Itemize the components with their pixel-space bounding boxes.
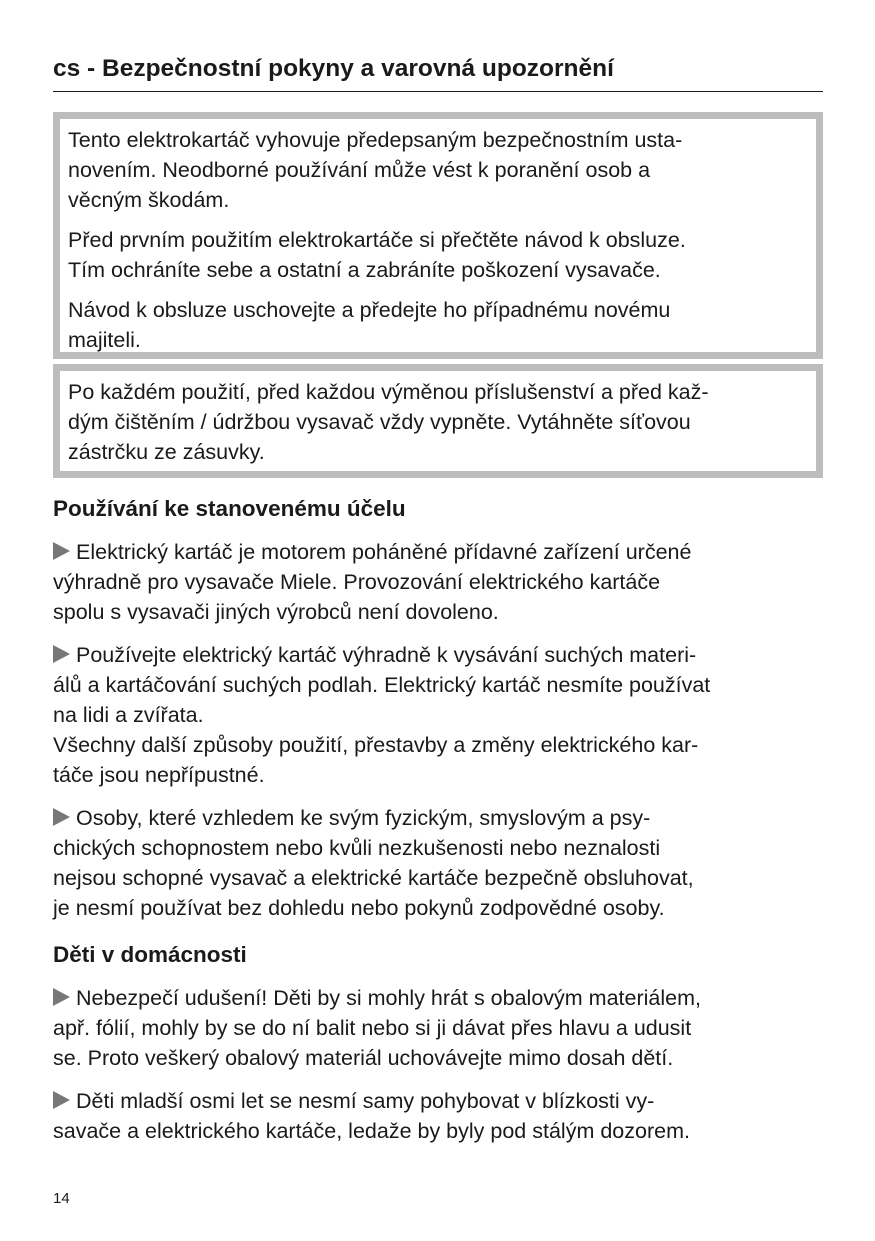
page-title: cs - Bezpečnostní pokyny a varovná upozornění xyxy=(53,52,823,92)
section-heading-children: Děti v domácnosti xyxy=(53,942,247,967)
warning-paragraph: Před prvním použitím elektrokartáče si přečtěte návod k obsluze. Tím ochráníte sebe a ostatní a zabráníte poškození vysavače. xyxy=(68,228,686,282)
page-number: 14 xyxy=(53,1190,70,1207)
warning-box-2 xyxy=(53,364,823,478)
bullet-text: Používejte elektrický kartáč výhradně k vysávání suchých materi- álů a kartáčování suchých podlah. Elektrický kartáč nesmíte používat na lidi a zvířata. Všechny další způsoby použití, přestavby a změny elektrického kar- táče jsou nepřípustné. xyxy=(53,643,711,787)
warning-paragraph: Návod k obsluze uschovejte a předejte ho případnému novému majiteli. xyxy=(68,298,671,352)
section-heading-intended-use: Používání ke stanovenému účelu xyxy=(53,496,406,521)
bullet-item xyxy=(53,983,828,1073)
bullet-text: Elektrický kartáč je motorem poháněné přídavné zařízení určené výhradně pro vysavače Miele. Provozování elektrického kartáče spolu s vysavači jiných výrobců není dovoleno. xyxy=(53,540,692,624)
triangle-right-icon xyxy=(53,808,70,826)
bullet-item xyxy=(53,640,828,790)
triangle-right-icon xyxy=(53,1091,70,1109)
bullet-item xyxy=(53,1086,828,1146)
triangle-right-icon xyxy=(53,645,70,663)
warning-paragraph: Po každém použití, před každou výměnou příslušenství a před kaž- dým čištěním / údržbou vysavač vždy vypněte. Vytáhněte síťovou zástrčku ze zásuvky. xyxy=(68,380,709,464)
warning-paragraph: Tento elektrokartáč vyhovuje předepsaným bezpečnostním usta- novením. Neodborné používání může vést k poranění osob a věcným škodám. xyxy=(68,128,683,212)
triangle-right-icon xyxy=(53,542,70,560)
bullet-text: Děti mladší osmi let se nesmí samy pohybovat v blízkosti vy- savače a elektrického kartáče, ledaže by byly pod stálým dozorem. xyxy=(53,1089,690,1143)
triangle-right-icon xyxy=(53,988,70,1006)
bullet-text: Osoby, které vzhledem ke svým fyzickým, smyslovým a psy- chických schopnostem nebo kvůli nezkušenosti nebo neznalosti nejsou schopné vysavač a elektrické kartáče bezpečně obsluhovat, je nesmí používat bez dohledu nebo pokynů zodpovědné osoby. xyxy=(53,806,694,920)
bullet-item xyxy=(53,537,828,627)
warning-box-1 xyxy=(53,112,823,359)
bullet-item xyxy=(53,803,828,923)
bullet-text: Nebezpečí udušení! Děti by si mohly hrát s obalovým materiálem, apř. fólií, mohly by se do ní balit nebo si ji dávat přes hlavu a udusit se. Proto veškerý obalový materiál uchovávejte mimo dosah dětí. xyxy=(53,986,701,1070)
section-body-intended-use xyxy=(53,537,828,936)
section-body-children xyxy=(53,983,828,1159)
